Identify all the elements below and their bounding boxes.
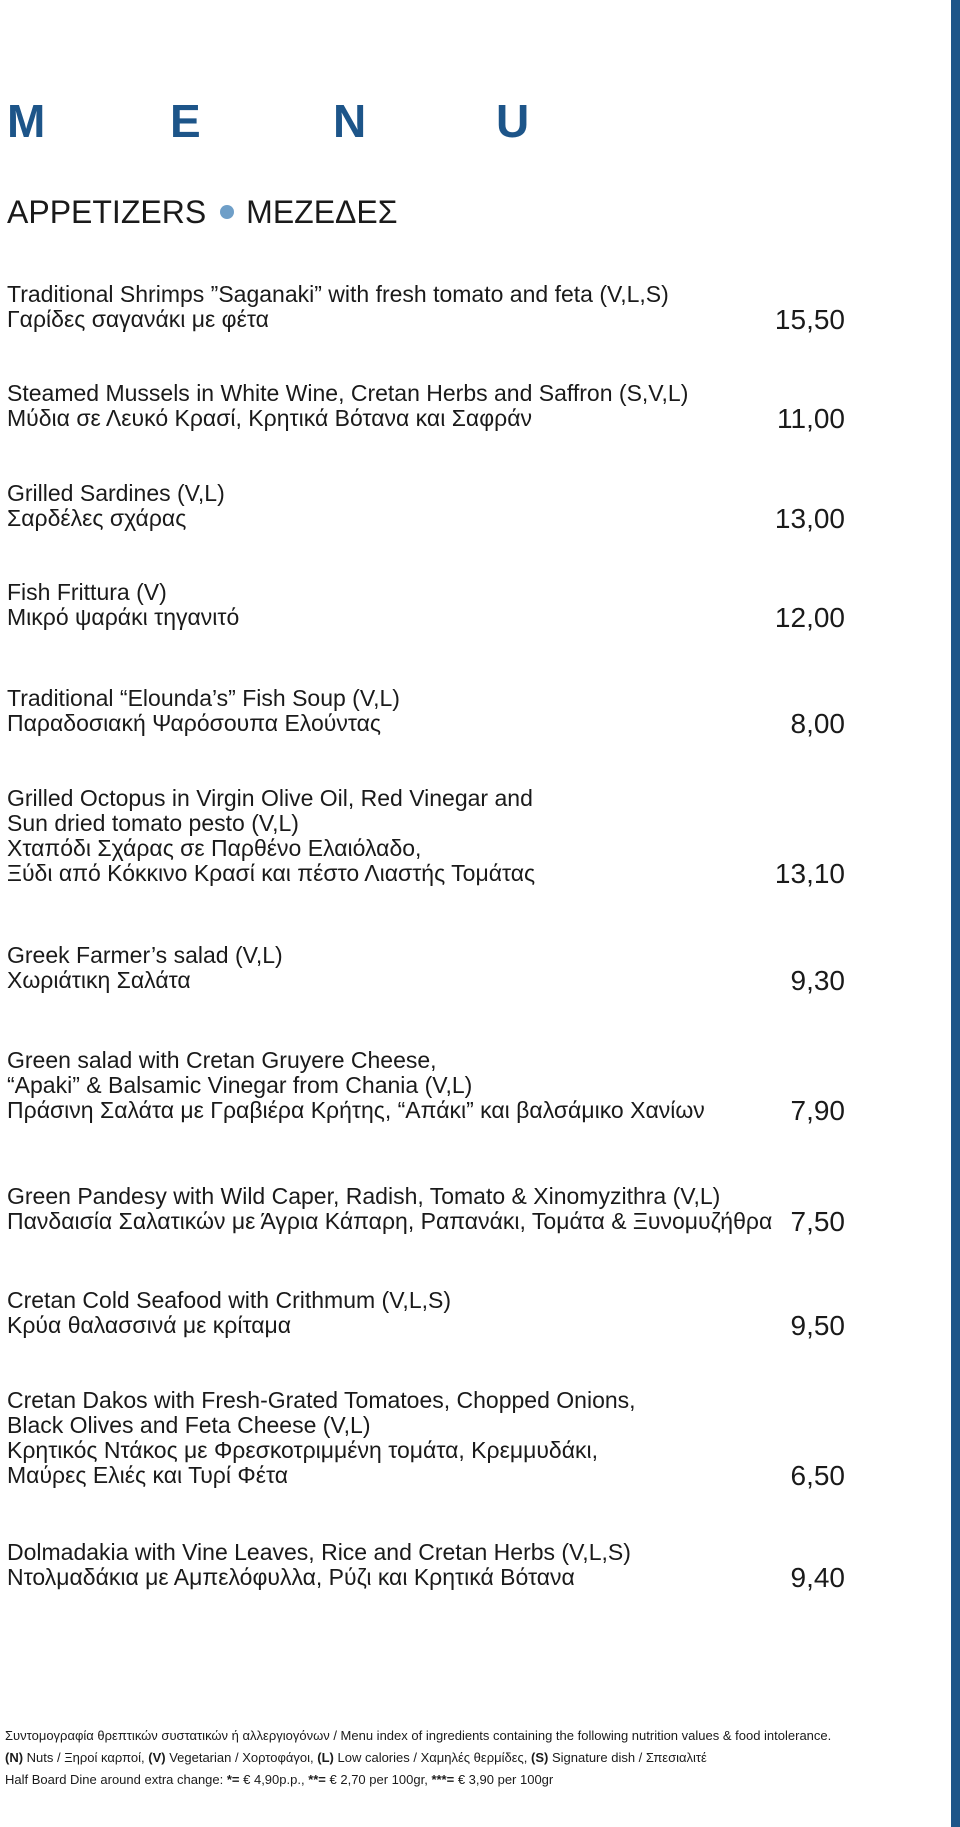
dish-name-gr: Ντολμαδάκια με Αμπελόφυλλα, Ρύζι και Κρητικά Βότανα [7,1564,575,1590]
dish-name-en: Cretan Cold Seafood with Crithmum (V,L,S) [7,1287,452,1313]
dish-price: 9,40 [790,1562,845,1593]
dish-name-en: Cretan Dakos with Fresh-Grated Tomatoes, Chopped Onions, [7,1387,636,1413]
dish-price: 8,00 [790,708,845,739]
menu-item [7,785,845,889]
legend-text: Nuts / Ξηροί καρποί, [23,1750,149,1765]
dish-name-gr: Πανδαισία Σαλατικών με Άγρια Κάπαρη, Ραπανάκι, Τομάτα & Ξυνομυζήθρα [7,1208,773,1234]
half-board-symbol: *= [226,1772,240,1787]
dish-price: 7,50 [790,1206,845,1237]
dish-name-en: Grilled Sardines (V,L) [7,480,225,506]
dish-price: 13,00 [774,503,845,534]
menu-item [7,380,845,434]
dish-price: 11,00 [777,403,845,434]
half-board-symbol: **= [308,1772,326,1787]
menu-title-letter: E [170,95,201,147]
bullet-dot-icon [220,205,234,219]
dish-name-gr: Σαρδέλες σχάρας [7,505,187,531]
dish-name-gr: Γαρίδες σαγανάκι με φέτα [7,306,269,332]
menu-item [7,1539,845,1593]
dish-price: 7,90 [790,1095,845,1126]
menu-item [7,579,845,633]
dish-name-en: Steamed Mussels in White Wine, Cretan Herbs and Saffron (S,V,L) [7,380,689,406]
dish-name-gr: Χταπόδι Σχάρας σε Παρθένο Ελαιόλαδο, [7,835,422,861]
dish-name-en: Greek Farmer’s salad (V,L) [7,942,283,968]
half-board-text: € 2,70 per 100gr, [325,1772,432,1787]
right-border-bar [951,0,960,1827]
dish-name-en: Green salad with Cretan Gruyere Cheese, [7,1047,437,1073]
menu-item [7,281,845,335]
dish-name-en: Traditional “Elounda’s” Fish Soup (V,L) [7,685,400,711]
legend-text: Signature dish / Σπεσιαλιτέ [548,1750,707,1765]
dish-name-gr: Μαύρες Ελιές και Τυρί Φέτα [7,1462,289,1488]
dish-name-gr: Μύδια σε Λευκό Κρασί, Κρητικά Βότανα και Σαφράν [7,405,533,431]
half-board-symbol: ***= [431,1772,455,1787]
section-heading [7,196,398,228]
half-board-text: € 4,90p.p., [239,1772,309,1787]
footer-index-note: Συντομογραφία θρεπτικών συστατικών ή αλλεργιογόνων / Menu index of ingredients containing the following nutrition values & food intolerance. [5,1728,832,1743]
dish-name-en: Traditional Shrimps ”Saganaki” with fresh tomato and feta (V,L,S) [7,281,669,307]
menu-item [7,1387,845,1491]
dish-name-en: Sun dried tomato pesto (V,L) [7,810,299,836]
menu-item [7,942,845,996]
dish-price: 15,50 [774,304,845,335]
legend-text: Vegetarian / Χορτοφάγοι, [165,1750,318,1765]
dish-name-gr: Ξύδι από Κόκκινο Κρασί και πέστο Λιαστής Τομάτας [7,860,536,886]
section-heading-en: APPETIZERS [7,194,207,230]
menu-item [7,1047,845,1126]
half-board-text: € 3,90 per 100gr [454,1772,554,1787]
dish-price: 12,00 [774,602,845,633]
dish-name-en: Black Olives and Feta Cheese (V,L) [7,1412,371,1438]
legend-code: (V) [148,1750,166,1765]
dish-price: 6,50 [790,1460,845,1491]
footer-legend-codes [5,1747,905,1769]
dish-name-en: “Apaki” & Balsamic Vinegar from Chania (V,L) [7,1072,473,1098]
menu-item [7,685,845,739]
menu-title-letter: N [333,95,367,147]
legend-code: (S) [531,1750,549,1765]
footer-legend [5,1725,905,1791]
dish-name-en: Dolmadakia with Vine Leaves, Rice and Cretan Herbs (V,L,S) [7,1539,631,1565]
legend-code: (N) [5,1750,24,1765]
dish-name-gr: Παραδοσιακή Ψαρόσουπα Ελούντας [7,710,381,736]
dish-name-en: Green Pandesy with Wild Caper, Radish, Tomato & Xinomyzithra (V,L) [7,1183,721,1209]
dish-name-gr: Κρητικός Ντάκος με Φρεσκοτριμμένη τομάτα, Κρεμμυδάκι, [7,1437,599,1463]
dish-name-gr: Κρύα θαλασσινά με κρίταμα [7,1312,292,1338]
half-board-prefix: Half Board Dine around extra change: [5,1772,227,1787]
menu-title [7,95,659,147]
menu-item [7,480,845,534]
menu-title-letter: U [496,95,530,147]
dish-price: 13,10 [774,858,845,889]
footer-half-board-note [5,1769,905,1791]
dish-name-en: Fish Frittura (V) [7,579,167,605]
legend-code: (L) [317,1750,334,1765]
menu-item [7,1183,845,1237]
legend-text: Low calories / Χαμηλές θερμίδες, [333,1750,531,1765]
dish-name-en: Grilled Octopus in Virgin Olive Oil, Red Vinegar and [7,785,533,811]
dish-price: 9,30 [790,965,845,996]
menu-title-letter: M [7,95,46,147]
dish-name-gr: Μικρό ψαράκι τηγανιτό [7,604,240,630]
section-heading-gr: ΜΕΖΕΔΕΣ [246,194,398,230]
dish-price: 9,50 [790,1310,845,1341]
dish-name-gr: Πράσινη Σαλάτα με Γραβιέρα Κρήτης, “Απάκι” και βαλσάμικο Χανίων [7,1097,705,1123]
menu-item [7,1287,845,1341]
dish-name-gr: Χωριάτικη Σαλάτα [7,967,191,993]
